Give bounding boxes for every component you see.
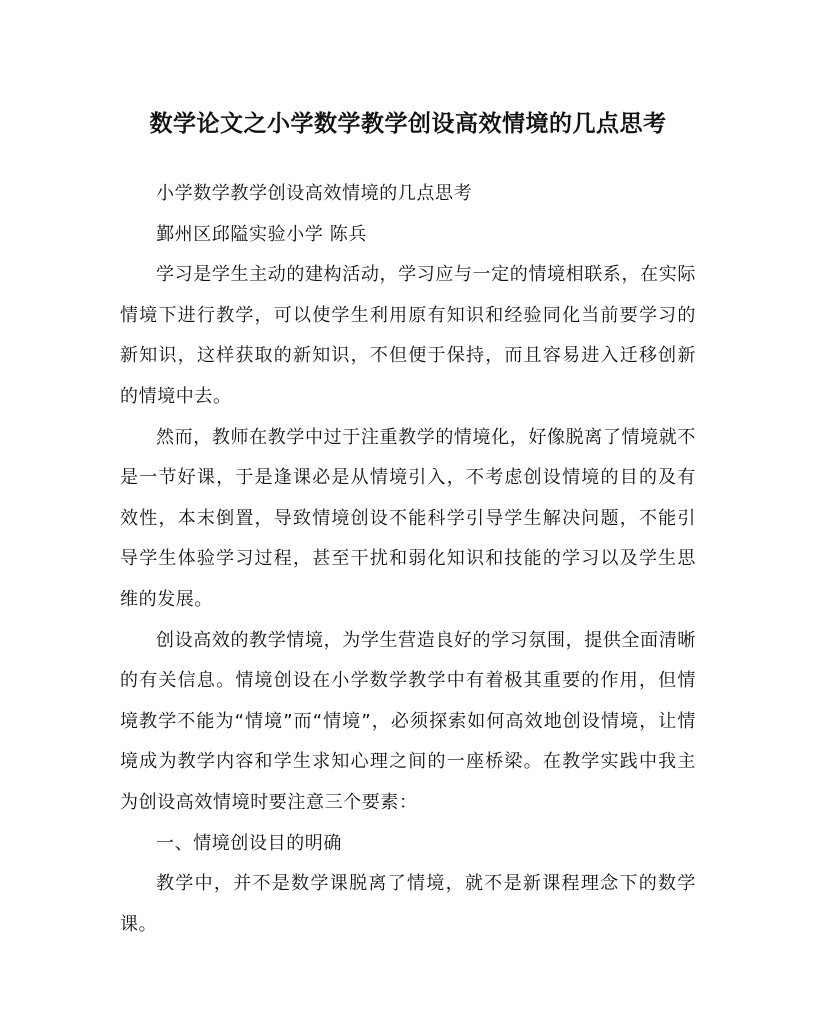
body-paragraph: 学习是学生主动的建构活动，学习应与一定的情境相联系，在实际情境下进行教学，可以使学生利用原有知识和经验同化当前要学习的新知识，这样获取的新知识，不但便于保持，而且容易进入迁移创新的情境中去。	[120, 264, 696, 407]
body-paragraph: 创设高效的教学情境，为学生营造良好的学习氛围，提供全面清晰的有关信息。情境创设在小学数学教学中有着极其重要的作用，但情境教学不能为“情境”而“情境”，必须探索如何高效地创设情境，让情境成为教学内容和学生求知心理之间的一座桥梁。在教学实践中我主为创设高效情境时要注意三个要素：	[120, 629, 696, 813]
document-title: 数学论文之小学数学教学创设高效情境的几点思考	[149, 110, 667, 137]
body-paragraph: 然而，教师在教学中过于注重教学的情境化，好像脱离了情境就不是一节好课，于是逢课必是从情境引入，不考虑创设情境的目的及有效性，本末倒置，导致情境创设不能科学引导学生解决问题，不能引导学生体验学习过程，甚至干扰和弱化知识和技能的学习以及学生思维的发展。	[120, 426, 696, 610]
document-body	[120, 174, 696, 945]
author-line: 鄞州区邱隘实验小学 陈兵	[156, 223, 367, 245]
body-paragraph: 教学中，并不是数学课脱离了情境，就不是新课程理念下的数学课。	[120, 873, 696, 935]
subtitle-paragraph: 小学数学教学创设高效情境的几点思考	[156, 183, 473, 204]
section-heading: 一、情境创设目的明确	[156, 832, 342, 854]
